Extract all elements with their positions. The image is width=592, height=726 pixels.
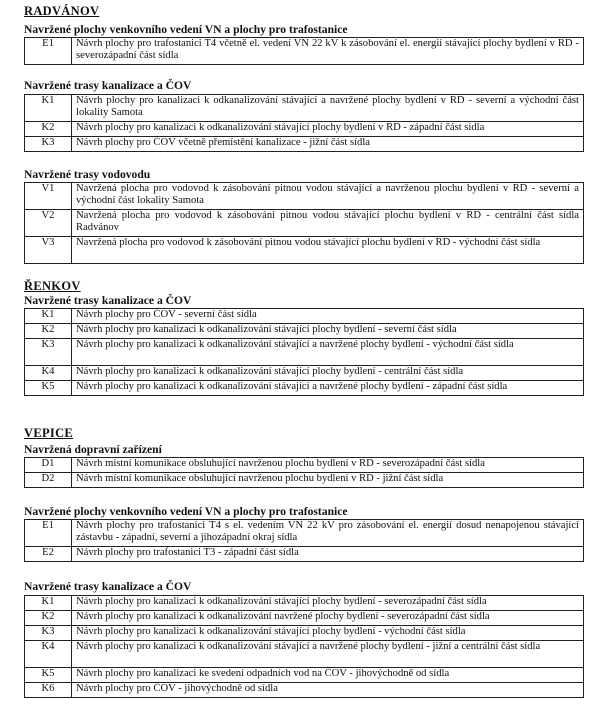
row-code: K3 bbox=[25, 626, 72, 641]
power-lines-table bbox=[24, 37, 584, 65]
row-description: Návrh plochy pro kanalizaci k odkanalizování stávající a navržené plochy bydlení - západní část sídla bbox=[72, 381, 584, 396]
table-row bbox=[25, 520, 584, 547]
row-code: K2 bbox=[25, 324, 72, 339]
table-row bbox=[25, 122, 584, 137]
group-heading-sewerage: Navržené trasy kanalizace a ČOV bbox=[24, 79, 192, 92]
table-row bbox=[25, 137, 584, 152]
row-description: Navržená plocha pro vodovod k zásobování pitnou vodou stávající plochu bydlení v RD - východní část sídla bbox=[72, 237, 584, 264]
village-heading-vepice: VEPICE bbox=[24, 426, 74, 440]
village-heading-radvanov: RADVÁNOV bbox=[24, 4, 100, 18]
row-description: Návrh plochy pro kanalizaci k odkanalizování stávající plochy bydlení - východní část sídla bbox=[72, 626, 584, 641]
row-description: Návrh plochy pro kanalizaci k odkanalizování stávající plochy bydlení - centrální část sídla bbox=[72, 366, 584, 381]
row-code: V3 bbox=[25, 237, 72, 264]
table-row bbox=[25, 547, 584, 562]
sewerage-table bbox=[24, 94, 584, 152]
table-row bbox=[25, 381, 584, 396]
row-code: K1 bbox=[25, 95, 72, 122]
row-description: Návrh plochy pro trafostanici T3 - západní část sídla bbox=[72, 547, 584, 562]
group-heading-power-lines: Navržené plochy venkovního vedení VN a plochy pro trafostanice bbox=[24, 505, 348, 518]
table-row bbox=[25, 366, 584, 381]
row-code: E1 bbox=[25, 520, 72, 547]
row-code: E1 bbox=[25, 38, 72, 65]
table-row bbox=[25, 339, 584, 366]
table-row bbox=[25, 95, 584, 122]
row-code: K5 bbox=[25, 668, 72, 683]
group-heading-sewerage: Navržené trasy kanalizace a ČOV bbox=[24, 294, 192, 307]
row-description: Návrh plochy pro ČOV včetně přemístění kanalizace - jižní část sídla bbox=[72, 137, 584, 152]
row-description: Návrh plochy pro kanalizaci k odkanalizování navržené plochy bydlení - severozápadní část sídla bbox=[72, 611, 584, 626]
table-row bbox=[25, 458, 584, 473]
table-row bbox=[25, 210, 584, 237]
row-code: K4 bbox=[25, 366, 72, 381]
group-heading-water-supply: Navržené trasy vodovodu bbox=[24, 168, 151, 181]
table-row bbox=[25, 641, 584, 668]
transport-table bbox=[24, 457, 584, 488]
row-code: K5 bbox=[25, 381, 72, 396]
row-code: K4 bbox=[25, 641, 72, 668]
row-description: Návrh plochy pro kanalizaci k odkanalizování stávající plochy bydlení - severozápadní část sídla bbox=[72, 596, 584, 611]
sewerage-table bbox=[24, 308, 584, 396]
row-code: K3 bbox=[25, 339, 72, 366]
power-lines-table bbox=[24, 519, 584, 562]
village-heading-renkov: ŘENKOV bbox=[24, 279, 81, 293]
row-description: Návrh plochy pro kanalizaci k odkanalizování stávající a navržené plochy bydlení - východní část sídla bbox=[72, 339, 584, 366]
row-description: Návrh plochy pro kanalizaci k odkanalizování stávající a navržené plochy bydlení - jižní a centrální část sídla bbox=[72, 641, 584, 668]
row-code: K2 bbox=[25, 611, 72, 626]
table-row bbox=[25, 38, 584, 65]
table-row bbox=[25, 183, 584, 210]
row-code: V2 bbox=[25, 210, 72, 237]
row-code: K3 bbox=[25, 137, 72, 152]
row-code: D2 bbox=[25, 473, 72, 488]
table-row bbox=[25, 683, 584, 698]
table-row bbox=[25, 309, 584, 324]
row-description: Návrh plochy pro kanalizaci ke svedení odpadních vod na ČOV - jihovýchodně od sídla bbox=[72, 668, 584, 683]
table-row bbox=[25, 324, 584, 339]
row-description: Návrh plochy pro ČOV - jihovýchodně od sídla bbox=[72, 683, 584, 698]
row-description: Návrh místní komunikace obsluhující navrženou plochu bydlení v RD - jižní část sídla bbox=[72, 473, 584, 488]
table-row bbox=[25, 668, 584, 683]
table-row bbox=[25, 237, 584, 264]
row-description: Návrh plochy pro ČOV - severní část sídla bbox=[72, 309, 584, 324]
row-description: Návrh místní komunikace obsluhující navrženou plochu bydlení v RD - severozápadní část sídla bbox=[72, 458, 584, 473]
table-row bbox=[25, 596, 584, 611]
sewerage-table bbox=[24, 595, 584, 698]
row-description: Návrh plochy pro kanalizaci k odkanalizování stávající plochy bydlení v RD - západní část sídla bbox=[72, 122, 584, 137]
row-code: E2 bbox=[25, 547, 72, 562]
row-description: Navržená plocha pro vodovod k zásobování pitnou vodou stávající plochu bydlení v RD - centrální část sídla Radvánov bbox=[72, 210, 584, 237]
row-code: D1 bbox=[25, 458, 72, 473]
row-description: Návrh plochy pro trafostanici T4 s el. vedením VN 22 kV pro zásobování el. energií dosud nenapojenou stávající zástavbu - západní, severní a jihozápadní okraj sídla bbox=[72, 520, 584, 547]
group-heading-power-lines: Navržené plochy venkovního vedení VN a plochy pro trafostanice bbox=[24, 23, 348, 36]
group-heading-sewerage: Navržené trasy kanalizace a ČOV bbox=[24, 580, 192, 593]
group-heading-transport: Navržená dopravní zařízení bbox=[24, 443, 162, 456]
row-code: K1 bbox=[25, 596, 72, 611]
table-row bbox=[25, 626, 584, 641]
row-description: Návrh plochy pro trafostanici T4 včetně el. vedení VN 22 kV k zásobování el. energií stávající plochy bydlení v RD - severozápadní část sídla bbox=[72, 38, 584, 65]
row-description: Navržená plocha pro vodovod k zásobování pitnou vodou stávající a navrženou plochu bydlení v RD - severní a východní část lokality Samota bbox=[72, 183, 584, 210]
table-row bbox=[25, 611, 584, 626]
row-code: K6 bbox=[25, 683, 72, 698]
table-row bbox=[25, 473, 584, 488]
row-code: K2 bbox=[25, 122, 72, 137]
row-description: Návrh plochy pro kanalizaci k odkanalizování stávající a navržené plochy bydlení v RD - severní a východní část lokality Samota bbox=[72, 95, 584, 122]
row-code: V1 bbox=[25, 183, 72, 210]
row-description: Návrh plochy pro kanalizaci k odkanalizování stávající plochy bydlení - severní část sídla bbox=[72, 324, 584, 339]
row-code: K1 bbox=[25, 309, 72, 324]
water-supply-table bbox=[24, 182, 584, 264]
